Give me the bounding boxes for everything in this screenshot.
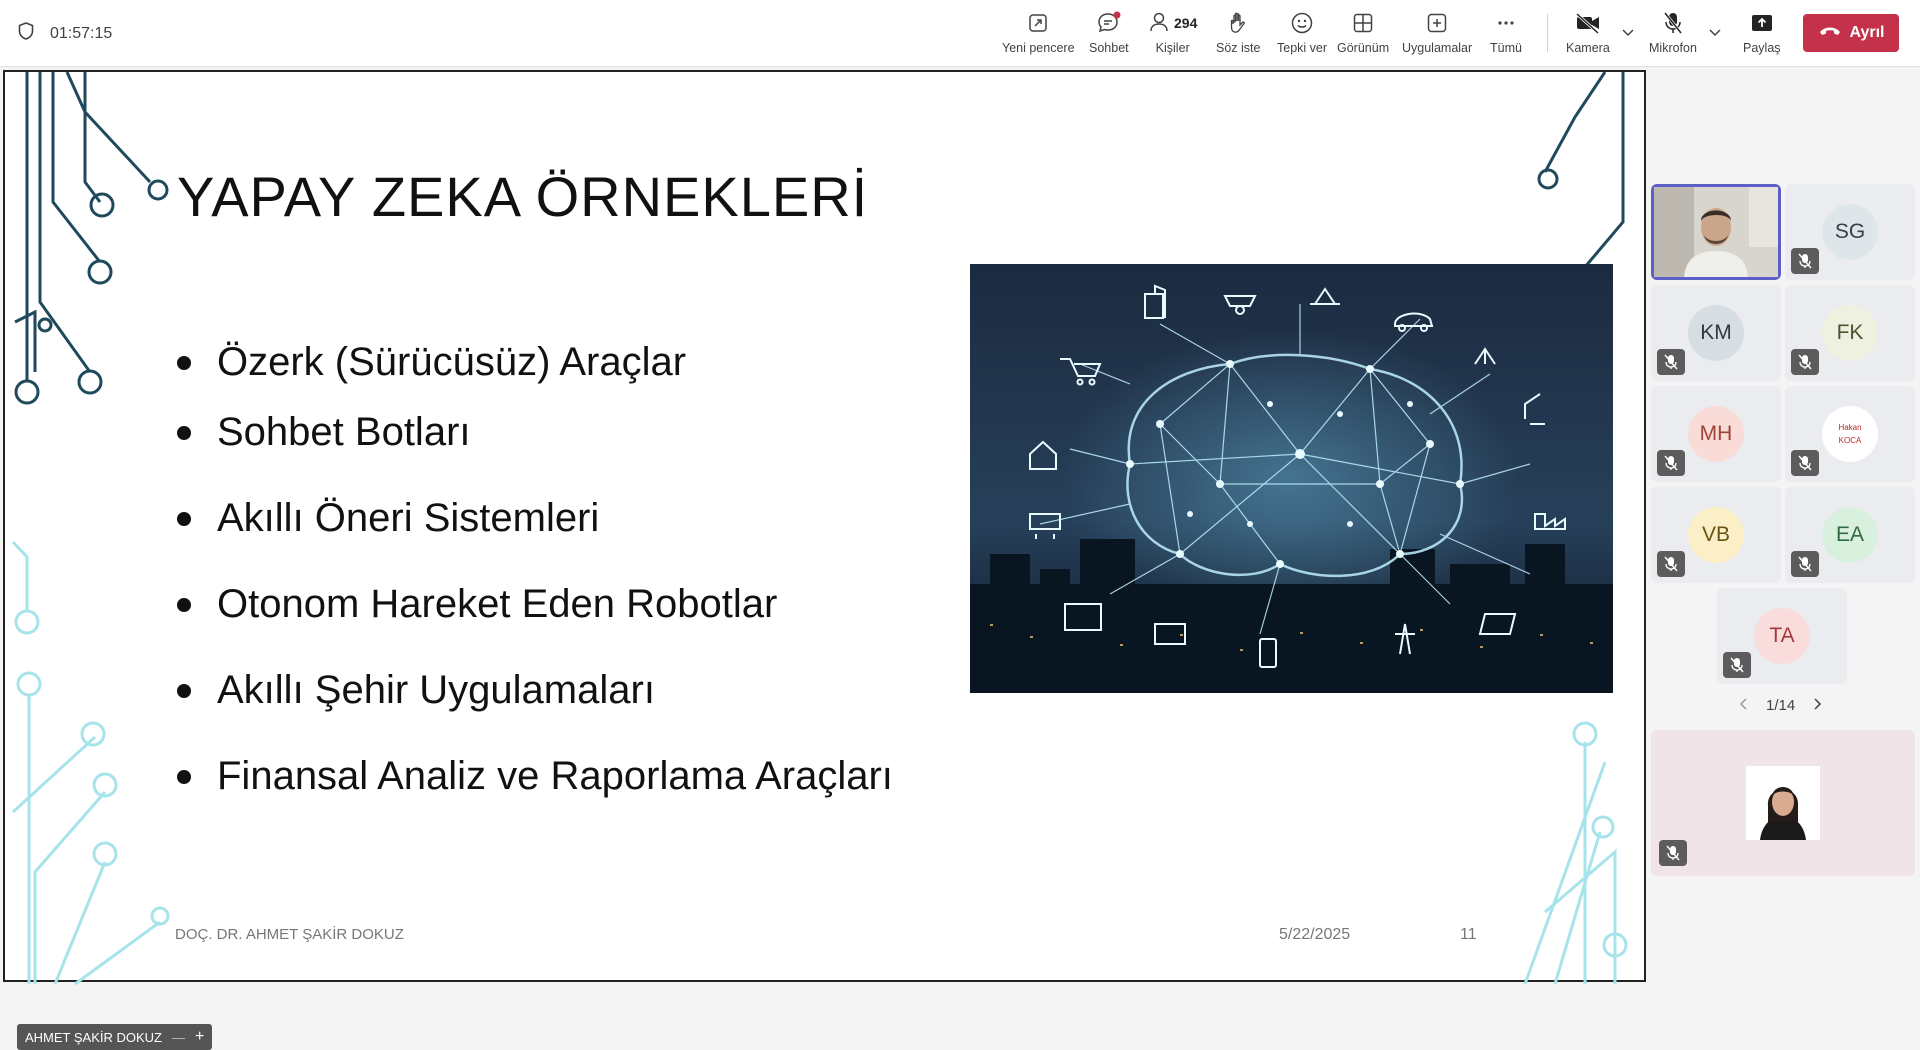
bullet-dot	[177, 684, 191, 698]
mic-options-chevron-icon[interactable]	[1709, 24, 1721, 42]
participant-tile[interactable]	[1785, 184, 1915, 280]
pager-text: 1/14	[1766, 697, 1796, 714]
bullet-item	[177, 410, 471, 455]
person-icon	[1148, 11, 1170, 36]
raise-hand-button[interactable]	[1216, 8, 1260, 60]
slide-footer-date: 5/22/2025	[1279, 926, 1351, 943]
mic-label: Mikrofon	[1649, 41, 1697, 55]
shared-screen	[3, 70, 1646, 1045]
avatar: VB	[1688, 507, 1744, 563]
bullet-item	[177, 754, 893, 799]
logo-text-line2: KOCA	[1838, 436, 1862, 445]
plus-square-icon	[1426, 8, 1448, 38]
react-button[interactable]	[1277, 8, 1327, 60]
avatar: KM	[1688, 305, 1744, 361]
react-label: Tepki ver	[1277, 41, 1328, 55]
share-button[interactable]	[1743, 8, 1781, 60]
share-icon	[1750, 8, 1774, 38]
participant-tile[interactable]	[1717, 588, 1847, 684]
bullet-dot	[177, 598, 191, 612]
view-label: Görünüm	[1337, 41, 1390, 55]
leave-label: Ayrıl	[1849, 24, 1885, 41]
slide-footer-author: DOÇ. DR. AHMET ŞAKİR DOKUZ	[175, 926, 404, 943]
bullet-text: Finansal Analiz ve Raporlama Araçları	[217, 754, 893, 798]
avatar: TA	[1754, 608, 1810, 664]
muted-mic-icon	[1659, 840, 1687, 866]
view-button[interactable]	[1337, 8, 1389, 60]
meeting-toolbar	[0, 0, 1920, 67]
camera-off-icon	[1574, 8, 1602, 38]
smiley-icon	[1290, 8, 1314, 38]
more-label: Tümü	[1490, 41, 1522, 55]
raise-hand-label: Söz iste	[1216, 41, 1261, 55]
apps-label: Uygulamalar	[1402, 41, 1473, 55]
phone-hangup-icon	[1818, 24, 1842, 42]
bullet-text: Akıllı Şehir Uygulamaları	[217, 668, 655, 712]
participant-tile[interactable]	[1651, 386, 1781, 482]
shield-icon	[18, 22, 34, 45]
chat-button[interactable]	[1089, 8, 1129, 60]
participant-tile[interactable]	[1785, 285, 1915, 381]
plus-icon[interactable]: +	[195, 1028, 205, 1045]
presenter-nametag	[17, 1024, 212, 1050]
chat-label: Sohbet	[1089, 41, 1129, 55]
timer-text: 01:57:15	[50, 24, 113, 42]
muted-mic-icon	[1657, 551, 1685, 577]
ai-brain-network-image	[970, 264, 1613, 693]
participant-tile[interactable]	[1785, 487, 1915, 583]
presenter-video	[1654, 187, 1778, 277]
participant-tile[interactable]	[1651, 487, 1781, 583]
bullet-text: Akıllı Öneri Sistemleri	[217, 496, 600, 540]
slide-title: YAPAY ZEKA ÖRNEKLERİ	[177, 165, 869, 228]
self-view-tile[interactable]	[1651, 730, 1915, 876]
bullet-text: Otonom Hareket Eden Robotlar	[217, 582, 778, 626]
logo-text-line1: Hakan	[1838, 423, 1862, 432]
mic-off-icon	[1661, 8, 1685, 38]
slide-page-number: 11	[1460, 926, 1477, 943]
grid-icon	[1352, 8, 1374, 38]
avatar-logo	[1822, 406, 1878, 462]
muted-mic-icon	[1791, 349, 1819, 375]
video-tile-presenter[interactable]	[1651, 184, 1781, 280]
gallery-pager	[1740, 697, 1821, 714]
chat-icon	[1096, 8, 1122, 38]
bullet-dot	[177, 426, 191, 440]
bullet-dot	[177, 356, 191, 370]
bullet-item	[177, 582, 777, 627]
people-button[interactable]	[1148, 8, 1197, 60]
participant-tile[interactable]	[1785, 386, 1915, 482]
leave-button[interactable]	[1803, 14, 1899, 52]
hand-icon	[1227, 8, 1249, 38]
bullet-item	[177, 668, 655, 713]
new-window-label: Yeni pencere	[1002, 41, 1075, 55]
avatar: EA	[1822, 507, 1878, 563]
participant-tile[interactable]	[1651, 285, 1781, 381]
avatar: FK	[1822, 305, 1878, 361]
bullet-item	[177, 496, 599, 541]
ellipsis-icon	[1495, 8, 1517, 38]
mic-button[interactable]	[1649, 8, 1697, 60]
bullet-text: Sohbet Botları	[217, 410, 471, 454]
toolbar-divider	[1547, 14, 1548, 52]
apps-button[interactable]	[1402, 8, 1472, 60]
bullet-dot	[177, 512, 191, 526]
self-avatar-photo	[1746, 766, 1820, 840]
bullet-item	[177, 340, 686, 385]
chevron-right-icon[interactable]	[1813, 697, 1821, 714]
share-label: Paylaş	[1743, 41, 1781, 55]
bullet-dot	[177, 770, 191, 784]
minimize-icon[interactable]: —	[172, 1029, 186, 1045]
chevron-left-icon[interactable]	[1740, 697, 1748, 714]
new-window-button[interactable]	[1002, 8, 1075, 60]
avatar: SG	[1822, 204, 1878, 260]
camera-label: Kamera	[1566, 41, 1610, 55]
muted-mic-icon	[1657, 349, 1685, 375]
meeting-timer	[18, 22, 112, 45]
camera-options-chevron-icon[interactable]	[1622, 24, 1634, 42]
bullet-text: Özerk (Sürücüsüz) Araçlar	[217, 340, 687, 384]
avatar: MH	[1688, 406, 1744, 462]
muted-mic-icon	[1791, 551, 1819, 577]
camera-button[interactable]	[1566, 8, 1610, 60]
muted-mic-icon	[1791, 450, 1819, 476]
muted-mic-icon	[1723, 652, 1751, 678]
people-count: 294	[1174, 15, 1198, 31]
presenter-name: AHMET ŞAKİR DOKUZ	[25, 1029, 163, 1045]
muted-mic-icon	[1657, 450, 1685, 476]
pop-out-icon	[1027, 8, 1049, 38]
more-button[interactable]	[1490, 8, 1522, 60]
people-label: Kişiler	[1155, 41, 1190, 55]
muted-mic-icon	[1791, 248, 1819, 274]
